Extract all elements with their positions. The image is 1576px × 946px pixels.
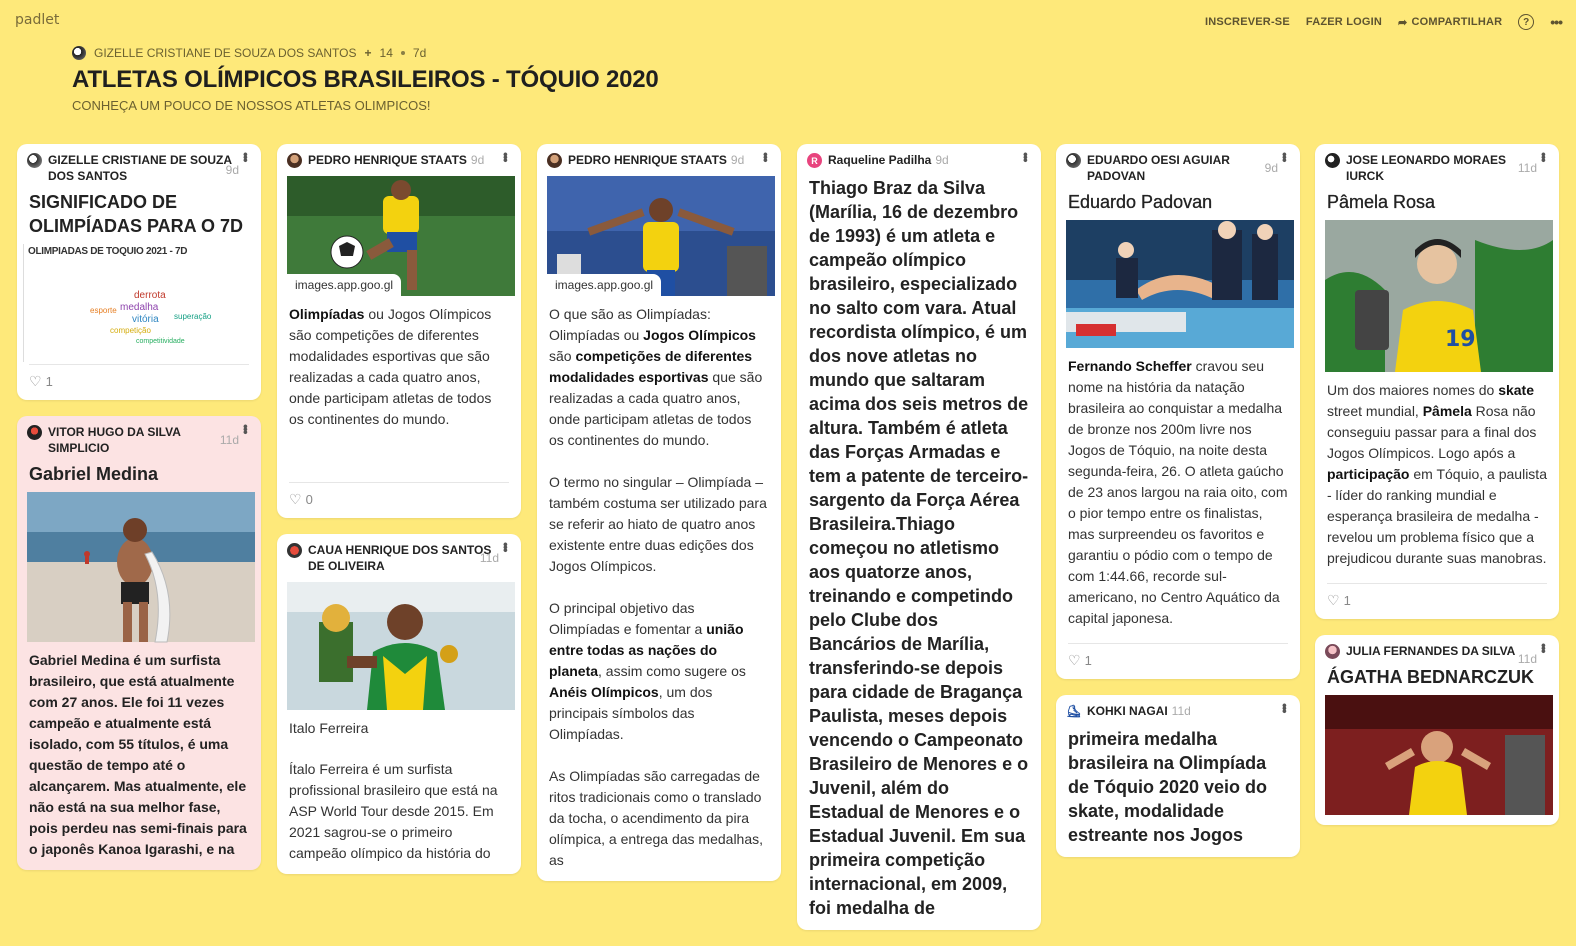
post-author[interactable]	[568, 152, 753, 168]
post-author[interactable]	[828, 152, 1013, 168]
post-card[interactable]	[17, 144, 261, 400]
post-age: 11d	[219, 433, 239, 447]
avatar: ⛸	[1066, 704, 1082, 718]
post-card[interactable]	[277, 144, 521, 518]
athlete-medal-photo-graphic	[287, 582, 515, 710]
bold-term: Pâmela	[1422, 403, 1472, 419]
post-body: O termo no singular – Olimpíada – também costuma ser utilizado para se referir ao hiato de quatro anos existente entre duas edições dos Jogos Olímpicos.	[549, 474, 767, 574]
post-body	[549, 598, 769, 745]
bold-term: skate	[1498, 382, 1534, 398]
page-title: ATLETAS OLÍMPICOS BRASILEIROS - TÓQUIO 2020	[72, 66, 659, 93]
login-button[interactable]: FAZER LOGIN	[1305, 16, 1383, 28]
post-header	[287, 152, 514, 168]
avatar	[547, 153, 562, 168]
post-age: 9d	[730, 153, 745, 167]
post-header	[27, 424, 254, 456]
body-text: O que são as Olimpíadas: Olimpíadas ou	[549, 306, 711, 343]
avatar: R	[807, 153, 822, 168]
post-body: primeira medalha brasileira na Olimpíada de Tóquio 2020 veio do skate, modalidade estreante nos Jogos	[1068, 729, 1268, 845]
wordcloud-title: OLIMPIADAS DE TOQUIO 2021 - 7D	[28, 246, 188, 257]
bold-term: Olimpíadas	[289, 306, 365, 322]
post-title: Gabriel Medina	[29, 464, 159, 484]
post-body: Thiago Braz da Silva (Marília, 16 de dezembro de 1993) é um atleta e campeão olímpico brasileiro, especializado no salto com vara. Atual recordista olímpico, é um dos nove atletas no mundo que saltaram acima dos seis metros de altura. Também é atleta das Forças Armadas e tem a patente de terceiro-sargento da Força Aérea Brasileira.Thiago começou no atletismo aos quatorze anos, treinando e competindo pelo Clube dos Bancários de Marília, transferindo-se depois para cidade de Bragança Paulista, meses depois vencendo o Campeonato Brasileiro de Menores e o Juvenil, além do Estadual de Menores e o Estadual Juvenil. Em sua primeira competição internacional, em 2009, foi medalha de	[809, 178, 1029, 918]
post-body: Gabriel Medina é um surfista brasileiro, que está atualmente com 27 anos. Ele foi 11 vezes campeão e atualmente está isolado, com 55 títulos, é uma questão de tempo até o alcançarem. Mas atualmente, ele não está na sua melhor fase, pois perdeu nas semi-finais para o japonês Kanoa Igarashi, e na	[29, 652, 247, 857]
post-menu-icon[interactable]: •••	[1277, 152, 1293, 161]
avatar	[1066, 153, 1081, 168]
post-header	[1325, 152, 1552, 184]
column-5	[1056, 144, 1300, 873]
page-subtitle: CONHEÇA UM POUCO DE NOSSOS ATLETAS OLIMPICOS!	[72, 98, 431, 113]
bold-term: Anéis Olímpicos	[549, 684, 659, 700]
board-header	[72, 46, 659, 113]
surfer-photo-graphic	[27, 492, 255, 642]
post-age: 11d	[479, 551, 499, 565]
post-card[interactable]	[1056, 144, 1300, 679]
swimming-photo-graphic	[1066, 220, 1294, 348]
divider	[1327, 583, 1547, 584]
heart-icon: ♡	[29, 373, 42, 389]
divider	[29, 364, 249, 365]
like-button[interactable]	[289, 491, 511, 508]
post-header	[1066, 152, 1293, 184]
signup-button[interactable]: INSCREVER-SE	[1204, 16, 1290, 28]
plus-icon: +	[364, 46, 372, 60]
share-button[interactable]	[1398, 16, 1502, 29]
wordcloud-word: superação	[174, 312, 212, 321]
avatar	[287, 543, 302, 558]
like-count: 1	[1084, 653, 1092, 668]
board-likes: 14	[379, 46, 393, 60]
post-body	[1327, 380, 1547, 569]
bold-term: Fernando Scheffer	[1068, 358, 1192, 374]
help-icon[interactable]: ?	[1518, 14, 1534, 30]
post-body: As Olimpíadas são carregadas de ritos tradicionais como o translado da tocha, o acendimento da pira olímpica, a entrega das medalhas, as	[549, 768, 764, 868]
board-author[interactable]: GIZELLE CRISTIANE DE SOUZA DOS SANTOS	[94, 46, 357, 60]
post-header	[287, 542, 514, 574]
post-age: 9d	[225, 163, 239, 177]
post-body	[289, 304, 509, 430]
body-text: são	[549, 348, 576, 364]
post-menu-icon[interactable]: •••	[758, 152, 774, 161]
board-age: 7d	[412, 46, 427, 60]
body-text: ou Jogos Olímpicos são competições de diferentes modalidades esportivas que são realizadas a cada quatro anos, onde participam atletas de todos os continentes do mundo.	[289, 306, 492, 427]
skater-photo[interactable]	[1325, 220, 1553, 372]
like-button[interactable]	[29, 373, 251, 390]
wordcloud-word: competitividade	[136, 338, 185, 345]
column-4	[797, 144, 1041, 946]
share-label: COMPARTILHAR	[1411, 16, 1503, 28]
post-card[interactable]	[277, 534, 521, 874]
post-menu-icon[interactable]: •••	[498, 152, 514, 161]
volleyball-photo-graphic	[1325, 695, 1553, 815]
wordcloud-word: medalha	[120, 302, 159, 313]
post-body-title: Italo Ferreira	[289, 720, 369, 736]
post-title: Pâmela Rosa	[1327, 192, 1436, 212]
avatar	[1325, 153, 1340, 168]
post-author[interactable]: GIZELLE CRISTIANE DE SOUZA DOS SANTOS	[48, 153, 232, 183]
body-text: em Tóquio, a paulista - líder do ranking mundial e esperança brasileira de medalha - revelou um problema físico que a prejudicou durante suas manobras.	[1327, 466, 1547, 566]
post-card[interactable]	[1315, 635, 1559, 825]
more-icon[interactable]: •••	[1550, 14, 1562, 30]
post-title: SIGNIFICADO DE OLIMPÍADAS PARA O 7D	[29, 192, 244, 236]
post-menu-icon[interactable]: •••	[1018, 152, 1034, 161]
avatar[interactable]	[72, 46, 86, 60]
post-header	[27, 152, 254, 184]
post-header	[1066, 703, 1293, 719]
post-header	[1325, 643, 1552, 666]
padlet-logo[interactable]: padlet	[15, 12, 60, 28]
post-author[interactable]	[1087, 703, 1272, 719]
post-card[interactable]	[17, 416, 261, 870]
post-card[interactable]	[537, 144, 781, 881]
image-source-caption[interactable]: images.app.goo.gl	[547, 274, 661, 296]
post-age: 9d	[470, 153, 485, 167]
wordcloud-word: vitória	[132, 314, 159, 325]
post-header	[807, 152, 1034, 168]
post-menu-icon[interactable]: •••	[1536, 643, 1552, 652]
share-arrow-icon: ➦	[1398, 16, 1408, 29]
post-age: 11d	[1171, 704, 1191, 718]
post-author-name: KOHKI NAGAI	[1087, 704, 1168, 718]
athlete-medal-photo[interactable]	[287, 582, 515, 710]
heart-icon: ♡	[289, 491, 302, 507]
post-author[interactable]: VITOR HUGO DA SILVA SIMPLICIO	[48, 425, 181, 455]
post-card[interactable]	[1315, 144, 1559, 619]
post-author[interactable]: JULIA FERNANDES DA SILVA	[1346, 644, 1516, 658]
surfer-photo[interactable]	[27, 492, 255, 642]
column-3	[537, 144, 781, 897]
wordcloud-word: derrota	[134, 290, 166, 301]
post-menu-icon[interactable]: •••	[238, 424, 254, 433]
like-count: 1	[45, 374, 53, 389]
avatar	[1325, 644, 1340, 659]
bold-term: união entre todas as nações do planeta	[549, 621, 744, 679]
post-author[interactable]: CAUA HENRIQUE DOS SANTOS DE OLIVEIRA	[308, 543, 492, 573]
post-title: Eduardo Padovan	[1068, 192, 1213, 212]
body-text: street mundial,	[1327, 403, 1423, 419]
top-actions	[1205, 14, 1562, 30]
post-age: 9d	[935, 153, 949, 167]
wordcloud-word: competição	[110, 326, 151, 335]
post-menu-icon[interactable]: •••	[238, 152, 254, 161]
volleyball-photo[interactable]	[1325, 695, 1553, 815]
body-text: Um dos maiores nomes do	[1327, 382, 1499, 398]
separator-dot	[401, 51, 405, 55]
heart-icon: ♡	[1327, 592, 1340, 608]
skater-photo-graphic	[1325, 220, 1553, 372]
wordcloud-image[interactable]	[23, 244, 251, 362]
post-body	[549, 304, 769, 451]
post-header	[547, 152, 774, 168]
post-author[interactable]	[308, 152, 493, 168]
body-text: , assim como sugere os	[598, 663, 746, 679]
divider	[289, 482, 509, 483]
like-button[interactable]	[1327, 592, 1549, 609]
body-text: O principal objetivo das Olimpíadas e fomentar a	[549, 600, 707, 637]
bold-term: Jogos Olímpicos	[643, 327, 756, 343]
post-age: 11d	[1517, 652, 1537, 666]
post-author-name: PEDRO HENRIQUE STAATS	[568, 153, 727, 167]
soccer-photo[interactable]	[287, 176, 515, 296]
divider	[1068, 643, 1288, 644]
avatar	[27, 425, 42, 440]
body-text: que são realizadas a cada quatro anos, onde participam atletas de todos os continentes do mundo.	[549, 369, 763, 448]
body-text: Rosa não conseguiu passar para a final dos Jogos Olímpicos. Logo após a	[1327, 403, 1537, 461]
svg-text:19: 19	[1445, 327, 1476, 352]
image-source-caption[interactable]: images.app.goo.gl	[287, 274, 401, 296]
body-text: cravou seu nome na história da natação brasileira ao conquistar a medalha de bronze nos 200m livre nos Jogos de Tóquio, na noite desta segunda-feira, 26. O atleta gaúcho de 23 anos largou na raia oito, com o pior tempo entre os finalistas, mas surpreendeu os favoritos e garantiu o pódio com o tempo de com 1:44.66, recorde sul-americano, no Centro Aquático da capital japonesa.	[1068, 358, 1288, 626]
post-menu-icon[interactable]: •••	[1536, 152, 1552, 161]
body-text: , um dos principais símbolos das Olimpíadas.	[549, 684, 713, 742]
post-menu-icon[interactable]: •••	[1277, 703, 1293, 712]
post-body: Ítalo Ferreira é um surfista profissional brasileiro que está na ASP World Tour desde 2015. Em 2021 sagrou-se o primeiro campeão olímpico da história do	[289, 761, 498, 861]
post-age: 11d	[1517, 161, 1537, 175]
bold-term: competições de diferentes modalidades esportivas	[549, 348, 753, 385]
post-author[interactable]: EDUARDO OESI AGUIAR PADOVAN	[1087, 153, 1230, 183]
post-author[interactable]: JOSE LEONARDO MORAES IURCK	[1346, 153, 1507, 183]
swimming-photo[interactable]	[1066, 220, 1294, 348]
bold-term: participação	[1327, 466, 1410, 482]
post-body	[1068, 356, 1288, 629]
like-count: 1	[1343, 593, 1351, 608]
like-count: 0	[305, 492, 313, 507]
like-button[interactable]	[1068, 652, 1290, 669]
post-card[interactable]	[797, 144, 1041, 930]
column-2	[277, 144, 521, 890]
heart-icon: ♡	[1068, 652, 1081, 668]
avatar	[27, 153, 42, 168]
post-author-name: PEDRO HENRIQUE STAATS	[308, 153, 467, 167]
post-card[interactable]	[1056, 695, 1300, 857]
wordcloud-word: esporte	[90, 306, 117, 315]
post-age: 9d	[1264, 161, 1278, 175]
column-6	[1315, 144, 1559, 841]
board-meta	[72, 46, 659, 60]
top-bar	[0, 0, 1576, 44]
post-menu-icon[interactable]: •••	[498, 542, 514, 551]
celebration-photo[interactable]	[547, 176, 775, 296]
post-author-name: Raqueline Padilha	[828, 153, 932, 167]
column-1	[17, 144, 261, 886]
post-title: ÁGATHA BEDNARCZUK	[1327, 667, 1534, 687]
avatar	[287, 153, 302, 168]
